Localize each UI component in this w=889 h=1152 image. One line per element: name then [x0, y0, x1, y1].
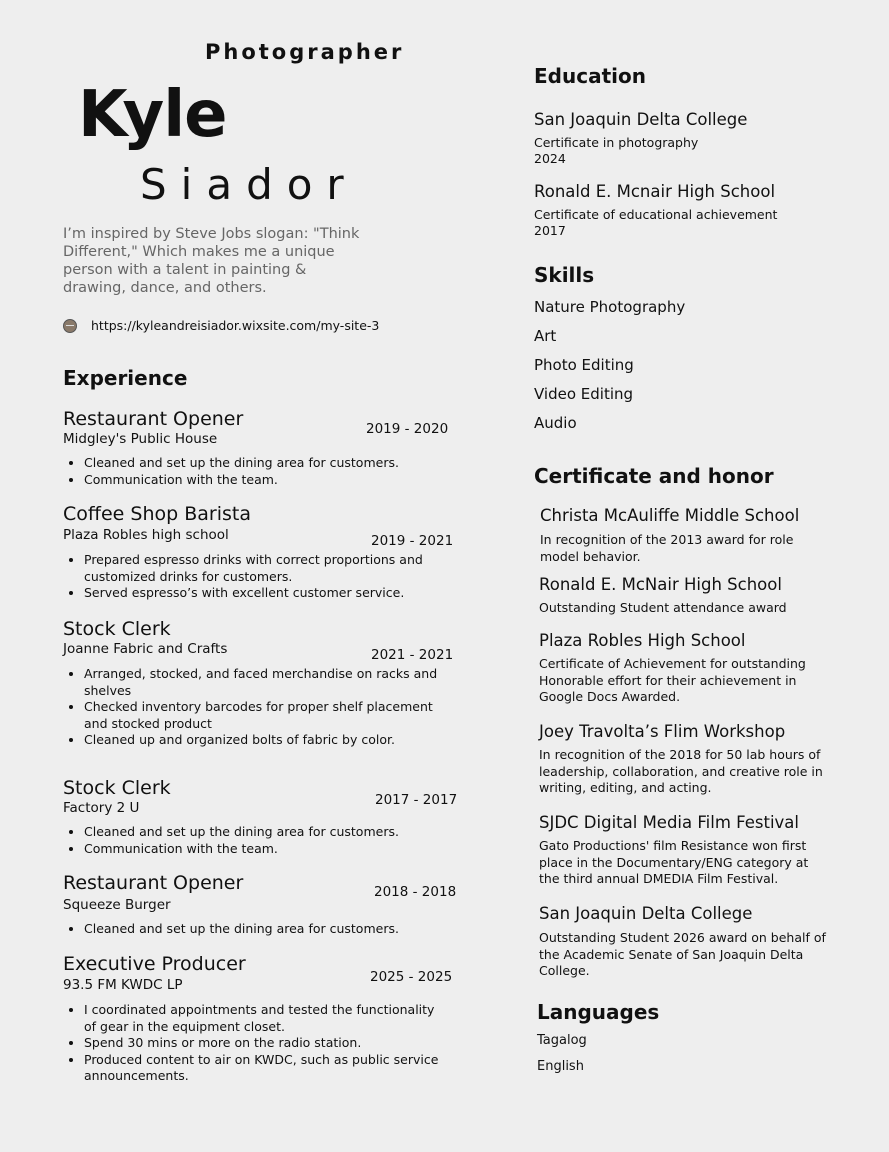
skill-item: Nature Photography [534, 298, 686, 316]
job-place: Midgley's Public House [63, 431, 218, 447]
job-title: Executive Producer [63, 953, 246, 975]
bullet: • Cleaned and set up the dining area for customers. [84, 921, 449, 938]
job-dates: 2019 - 2021 [371, 533, 454, 549]
job-dates: 2025 - 2025 [370, 969, 453, 985]
skill-item: Video Editing [534, 385, 634, 403]
education-year: 2024 [534, 151, 566, 166]
bullet: • Communication with the team. [84, 472, 449, 489]
job-bullets [63, 921, 449, 938]
certificate-desc: Certificate of Achievement for outstanding Honorable effort for their achievement in Google Docs Awarded. [539, 656, 806, 704]
skill-item: Audio [534, 414, 577, 432]
certificate-desc: Outstanding Student attendance award [539, 600, 787, 615]
job-place: Squeeze Burger [63, 897, 171, 913]
certificate-title: SJDC Digital Media Film Festival [539, 813, 799, 832]
bullet: • Spend 30 mins or more on the radio station. [84, 1035, 449, 1052]
job-title: Stock Clerk [63, 618, 171, 640]
job-title: Restaurant Opener [63, 408, 244, 430]
certificate-desc: In recognition of the 2013 award for role model behavior. [540, 532, 794, 564]
certificate-desc: In recognition of the 2018 for 50 lab hours of leadership, collaboration, and creative role in writing, editing, and acting. [539, 747, 823, 795]
certificates-heading: Certificate and honor [534, 464, 774, 488]
school-name: Ronald E. Mcnair High School [534, 182, 776, 201]
website-row[interactable] [63, 318, 379, 333]
education-year: 2017 [534, 223, 566, 238]
job-title: Stock Clerk [63, 777, 171, 799]
globe-icon [63, 319, 77, 333]
certificate-desc: Gato Productions' film Resistance won first place in the Documentary/ENG category at the third annual DMEDIA Film Festival. [539, 838, 809, 886]
certificate-desc: Outstanding Student 2026 award on behalf of the Academic Senate of San Joaquin Delta College. [539, 930, 826, 978]
bullet: • Cleaned and set up the dining area for customers. [84, 824, 449, 841]
job-dates: 2019 - 2020 [366, 421, 449, 437]
education-detail: Certificate of educational achievement [534, 207, 778, 222]
certificate-title: Christa McAuliffe Middle School [540, 506, 800, 525]
job-bullets [63, 824, 449, 857]
certificate-title: Joey Travolta’s Flim Workshop [539, 722, 786, 741]
bullet: • Cleaned and set up the dining area for customers. [84, 455, 449, 472]
skill-item: Photo Editing [534, 356, 634, 374]
job-role: Photographer [205, 40, 405, 64]
bullet: • Communication with the team. [84, 841, 449, 858]
job-bullets [63, 552, 449, 602]
skill-item: Art [534, 327, 557, 345]
job-bullets [63, 666, 449, 749]
certificate-title: Plaza Robles High School [539, 631, 746, 650]
education-detail: Certificate in photography [534, 135, 699, 150]
certificate-title: Ronald E. McNair High School [539, 575, 782, 594]
job-place: 93.5 FM KWDC LP [63, 977, 183, 993]
job-dates: 2021 - 2021 [371, 647, 454, 663]
job-bullets [63, 1002, 449, 1085]
skills-heading: Skills [534, 263, 595, 287]
job-bullets [63, 455, 449, 488]
job-place: Joanne Fabric and Crafts [63, 641, 228, 657]
job-place: Plaza Robles high school [63, 527, 229, 543]
bullet: • Cleaned up and organized bolts of fabric by color. [84, 732, 449, 749]
bullet: • Checked inventory barcodes for proper shelf placement and stocked product [84, 699, 449, 732]
job-place: Factory 2 U [63, 800, 140, 816]
experience-heading: Experience [63, 366, 188, 390]
bullet: • Produced content to air on KWDC, such as public service announcements. [84, 1052, 449, 1085]
languages-heading: Languages [537, 1000, 660, 1024]
job-title: Restaurant Opener [63, 872, 244, 894]
language-item: Tagalog [537, 1033, 587, 1048]
school-name: San Joaquin Delta College [534, 110, 748, 129]
bullet: • Served espresso’s with excellent customer service. [84, 585, 449, 602]
bullet: • Prepared espresso drinks with correct proportions and customized drinks for customers. [84, 552, 449, 585]
bio: I’m inspired by Steve Jobs slogan: "Think Different," Which makes me a unique person with a talent in painting & drawing, dance, and others. [63, 226, 360, 296]
last-name: Siador [140, 160, 358, 209]
bullet: • I coordinated appointments and tested the functionality of gear in the equipment closet. [84, 1002, 449, 1035]
job-dates: 2018 - 2018 [374, 884, 457, 900]
website-link[interactable]: https://kyleandreisiador.wixsite.com/my-site-3 [91, 318, 380, 333]
bullet: • Arranged, stocked, and faced merchandise on racks and shelves [84, 666, 449, 699]
certificate-title: San Joaquin Delta College [539, 904, 753, 923]
language-item: English [537, 1059, 584, 1074]
education-heading: Education [534, 64, 646, 88]
job-dates: 2017 - 2017 [375, 792, 458, 808]
job-title: Coffee Shop Barista [63, 503, 251, 525]
first-name: Kyle [78, 78, 227, 152]
